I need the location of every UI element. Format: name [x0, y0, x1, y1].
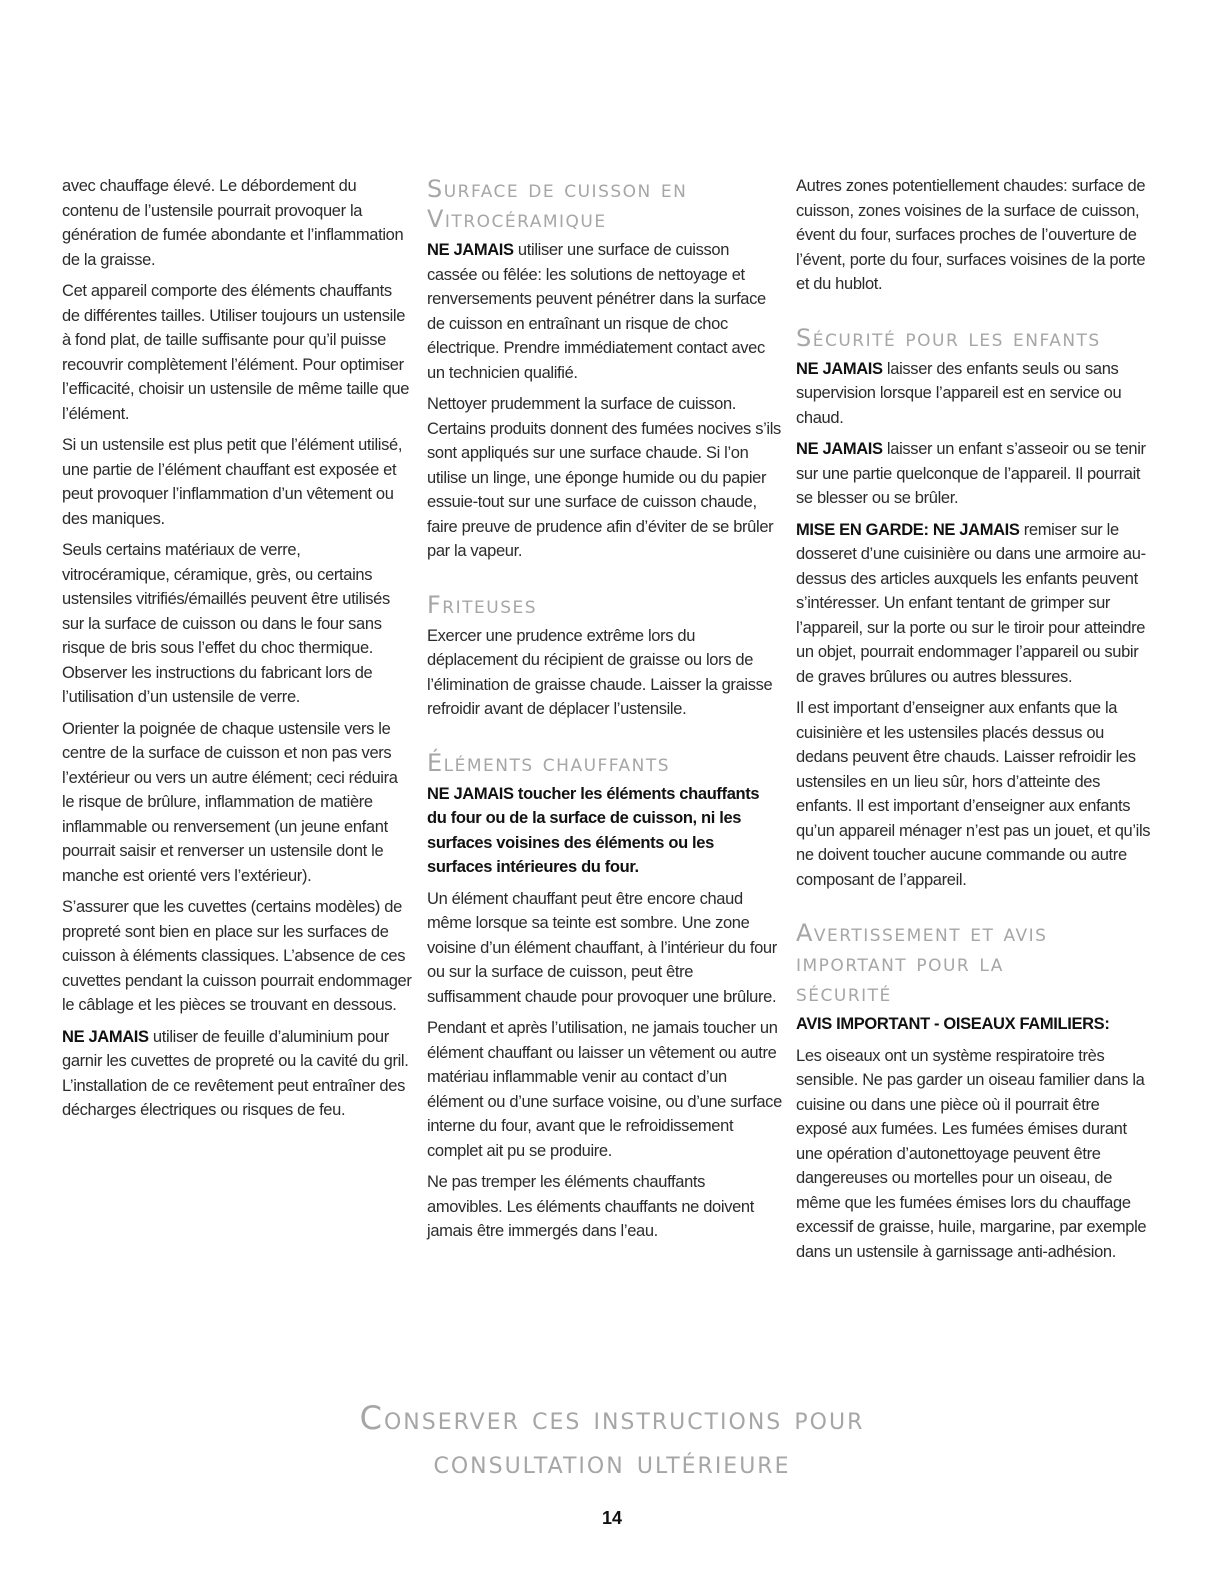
section-heading-elements: Éléments chauffants	[427, 748, 671, 777]
heading-line: important pour la	[796, 949, 1004, 977]
paragraph: avec chauffage élevé. Le débordement du contenu de l’ustensile pourrait provoquer la génération de fumée abondante et l’inflammation de la graisse.	[62, 177, 404, 269]
heading-line: Surface de cuisson en	[427, 175, 688, 203]
section-heading-avertissement	[796, 918, 1151, 1008]
page-number: 14	[601, 1508, 623, 1528]
paragraph: Nettoyer prudemment la surface de cuisson. Certains produits donnent des fumées nocives s’ils sont appliqués sur une surface chaude. Si l’on utilise un linge, une éponge humide ou du papier essuie-tout sur une surface de cuisson chaude, faire preuve de prudence afin d’éviter de se brûler par la vapeur.	[427, 395, 781, 560]
column-middle	[427, 174, 782, 1251]
section-heading-friteuses: Friteuses	[427, 590, 538, 619]
paragraph: Orienter la poignée de chaque ustensile vers le centre de la surface de cuisson et non pas vers l’extérieur ou vers un autre élément; ceci réduira le risque de brûlure, inflammation de matière inflammable ou renversement (un jeune enfant pourrait saisir et renverser un ustensile dont le manche est orienté vers l’extérieur).	[62, 719, 398, 885]
warning-label: NE JAMAIS	[62, 1027, 149, 1046]
paragraph-text: utiliser une surface de cuisson cassée ou fêlée: les solutions de nettoyage et renversements peuvent pénétrer dans la surface de cuisson en entraînant un risque de choc électrique. Prendre immédiatement contact avec un technicien qualifié.	[427, 241, 766, 382]
paragraph: Les oiseaux ont un système respiratoire très sensible. Ne pas garder un oiseau familier dans la cuisine ou dans une pièce où il pourrait être exposé aux fumées. Les fumées émises durant une opération d’autonettoyage peuvent être dangereuses ou mortelles pour un oiseau, de même que les fumées émises lors du chauffage excessif de graisse, huile, margarine, par exemple dans un ustensile à garnissage anti-adhésion.	[796, 1046, 1147, 1261]
paragraph: Il est important d’enseigner aux enfants que la cuisinière et les ustensiles placés dessus ou dedans peuvent être chauds. Laisser refroidir les ustensiles en un lieu sûr, hors d’atteinte des enfants. Il est important d’enseigner aux enfants qu’un appareil ménager n’est pas un jouet, et qu’ils ne doivent toucher aucune commande ou autre composant de l’appareil.	[796, 699, 1151, 889]
paragraph-text: utiliser de feuille d’aluminium pour garnir les cuvettes de propreté ou la cavité du gril. L’installation de ce revêtement peut entraîner des décharges électriques ou risques de feu.	[62, 1027, 409, 1119]
section-heading-enfants: Sécurité pour les enfants	[796, 323, 1101, 352]
paragraph: Un élément chauffant peut être encore chaud même lorsque sa teinte est sombre. Une zone voisine d’un élément chauffant, à l’intérieur du four ou sur la surface de cuisson, peut être suffisamment chaude pour provoquer une brûlure.	[427, 889, 777, 1006]
paragraph: Pendant et après l’utilisation, ne jamais toucher un élément chauffant ou laisser un vêtement ou autre matériau inflammable venir au contact d’un élément ou d’une surface voisine, ou d’une surface interne du four, avant que le refroidissement complet ait pu se produire.	[427, 1019, 782, 1160]
paragraph: Autres zones potentiellement chaudes: surface de cuisson, zones voisines de la surface de cuisson, évent du four, surfaces proches de l’ouverture de l’évent, porte du four, surfaces voisines de la porte et du hublot.	[796, 177, 1146, 293]
column-right	[796, 174, 1151, 1271]
section-heading-vitroceramique	[427, 174, 782, 234]
paragraph	[62, 1025, 412, 1123]
warning-label: NE JAMAIS	[427, 241, 514, 259]
paragraph-text: laisser un enfant s’asseoir ou se tenir sur une partie quelconque de l’appareil. Il pourrait se blesser ou se brûler.	[796, 440, 1146, 507]
paragraph: S’assurer que les cuvettes (certains modèles) de propreté sont bien en place sur les surfaces de cuisson à éléments classiques. L’absence de ces cuvettes pendant la cuisson pourrait endommager le câblage et les pièces se trouvant en dessous.	[62, 898, 412, 1014]
heading-line: Avertissement et avis	[796, 919, 1048, 947]
footer-line: consultation ultérieure	[433, 1443, 791, 1481]
paragraph: Ne pas tremper les éléments chauffants amovibles. Les éléments chauffants ne doivent jamais être immergés dans l’eau.	[427, 1173, 754, 1240]
warning-label: MISE EN GARDE: NE JAMAIS	[796, 520, 1020, 539]
heading-line: Vitrocéramique	[427, 205, 607, 233]
paragraph	[796, 357, 1151, 431]
paragraph: Cet appareil comporte des éléments chauffants de différentes tailles. Utiliser toujours un ustensile à fond plat, de taille suffisante pour qu’il puisse recouvrir complètement l’élément. Pour optimiser l’efficacité, choisir un ustensile de même taille que l’élément.	[62, 282, 410, 423]
column-left	[62, 174, 412, 1130]
warning-label: NE JAMAIS	[796, 359, 883, 378]
paragraph	[796, 518, 1151, 690]
warning-paragraph: NE JAMAIS toucher les éléments chauffants du four ou de la surface de cuisson, ni les surfaces voisines des éléments ou les surfaces intérieures du four.	[427, 784, 760, 876]
footer-line: Conserver ces instructions pour	[359, 1399, 865, 1437]
paragraph: Si un ustensile est plus petit que l’élément utilisé, une partie de l’élément chauffant est exposée et peut provoquer l’inflammation d’un vêtement ou des maniques.	[62, 436, 403, 528]
footer-banner	[0, 1396, 1224, 1484]
paragraph: Exercer une prudence extrême lors du déplacement du récipient de graisse ou lors de l’élimination de graisse chaude. Laisser la graisse refroidir avant de déplacer l’ustensile.	[427, 626, 773, 718]
paragraph-text: remiser sur le dosseret d’une cuisinière ou dans une armoire au-dessus des articles auxquels les enfants peuvent s’intéresser. Un enfant tentant de grimper sur l’appareil, sur la porte ou sur le tiroir pour atteindre un objet, pourrait endommager l’appareil ou subir de graves brûlures ou autres blessures.	[796, 520, 1146, 686]
warning-label: NE JAMAIS	[796, 440, 883, 458]
paragraph	[796, 437, 1151, 511]
heading-line: sécurité	[796, 979, 892, 1007]
paragraph-text: laisser des enfants seuls ou sans supervision lorsque l’appareil est en service ou chaud.	[796, 359, 1122, 427]
paragraph	[427, 238, 782, 385]
notice-label: AVIS IMPORTANT - OISEAUX FAMILIERS:	[796, 1015, 1110, 1033]
paragraph: Seuls certains matériaux de verre, vitrocéramique, céramique, grès, ou certains ustensiles vitrifiés/émaillés peuvent être utilisés sur la surface de cuisson ou dans le four sans risque de bris sous l’effet du choc thermique. Observer les instructions du fabricant lors de l’utilisation d’un ustensile de verre.	[62, 541, 390, 706]
